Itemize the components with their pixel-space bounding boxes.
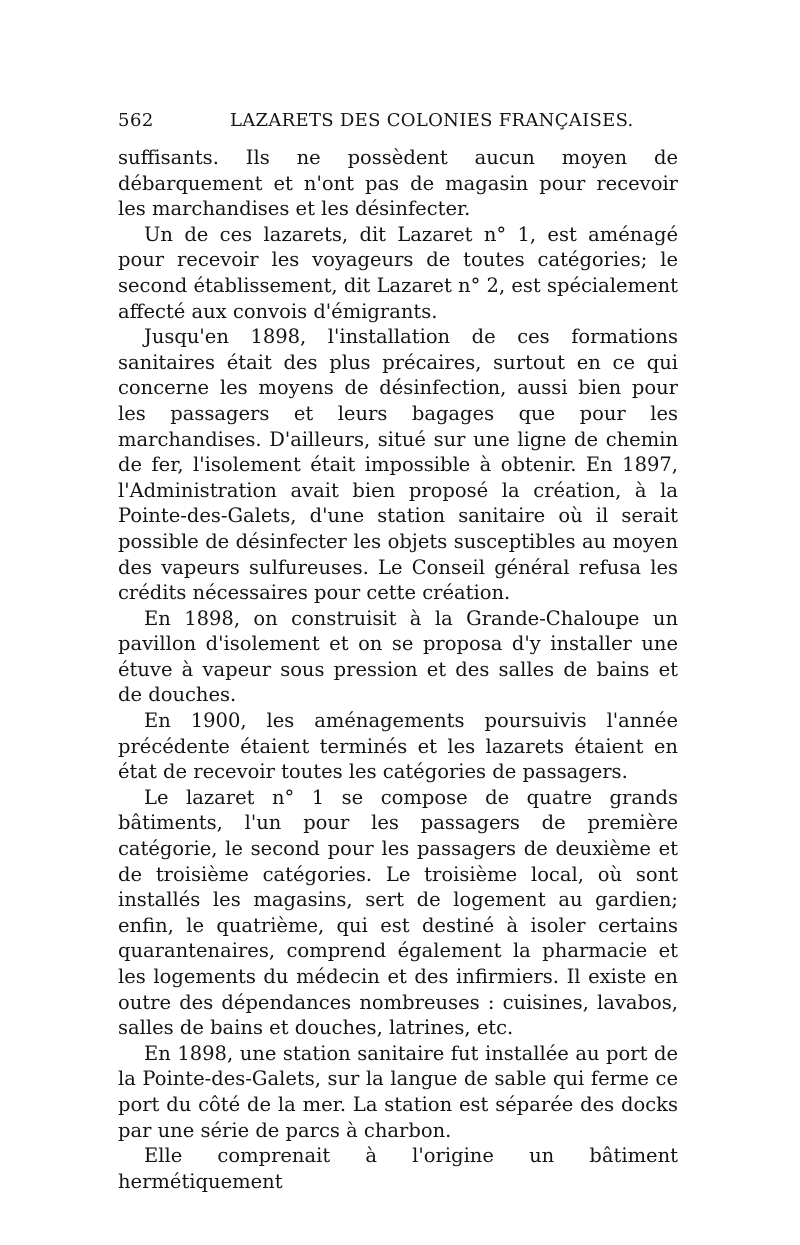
page-header	[118, 110, 682, 136]
paragraph: Le lazaret n° 1 se compose de quatre grands bâtiments, l'un pour les passagers de première catégorie, le second pour les passagers de deuxième et de troisième catégories. Le troisième local, où sont installés les magasins, sert de logement au gardien; enfin, le quatrième, qui est destiné à isoler certains quarantenaires, comprend également la pharmacie et les logements du médecin et des infirmiers. Il existe en outre des dépendances nombreuses : cuisines, lavabos, salles de bains et douches, latrines, etc.	[118, 785, 678, 1040]
paragraph: En 1898, une station sanitaire fut installée au port de la Pointe-des-Galets, sur la langue de sable qui ferme ce port du côté de la mer. La station est séparée des docks par une série de parcs à charbon.	[118, 1041, 678, 1142]
paragraph: Jusqu'en 1898, l'installation de ces formations sanitaires était des plus précaires, surtout en ce qui concerne les moyens de désinfection, aussi bien pour les passagers et leurs bagages que pour les marchandises. D'ailleurs, situé sur une ligne de chemin de fer, l'isolement était impossible à obtenir. En 1897, l'Administration avait bien proposé la création, à la Pointe-des-Galets, d'une station sanitaire où il serait possible de désinfecter les objets susceptibles au moyen des vapeurs sulfureuses. Le Conseil général refusa les crédits nécessaires pour cette création.	[118, 325, 678, 605]
paragraph: Elle comprenait à l'origine un bâtiment hermétiquement	[118, 1144, 678, 1193]
page-number: 562	[118, 110, 154, 131]
paragraph: En 1900, les aménagements poursuivis l'année précédente étaient terminés et les lazarets étaient en état de recevoir toutes les catégories de passagers.	[118, 709, 678, 784]
paragraph: En 1898, on construisit à la Grande-Chaloupe un pavillon d'isolement et on se proposa d'y installer une étuve à vapeur sous pression et des salles de bains et de douches.	[118, 606, 678, 707]
paragraph: suffisants. Ils ne possèdent aucun moyen de débarquement et n'ont pas de magasin pour recevoir les marchandises et les désinfecter.	[118, 146, 678, 221]
paragraph: Un de ces lazarets, dit Lazaret n° 1, est aménagé pour recevoir les voyageurs de toutes catégories; le second établissement, dit Lazaret n° 2, est spécialement affecté aux convois d'émigrants.	[118, 222, 678, 323]
running-title: LAZARETS DES COLONIES FRANÇAISES.	[230, 110, 634, 131]
body-text	[118, 145, 678, 1194]
